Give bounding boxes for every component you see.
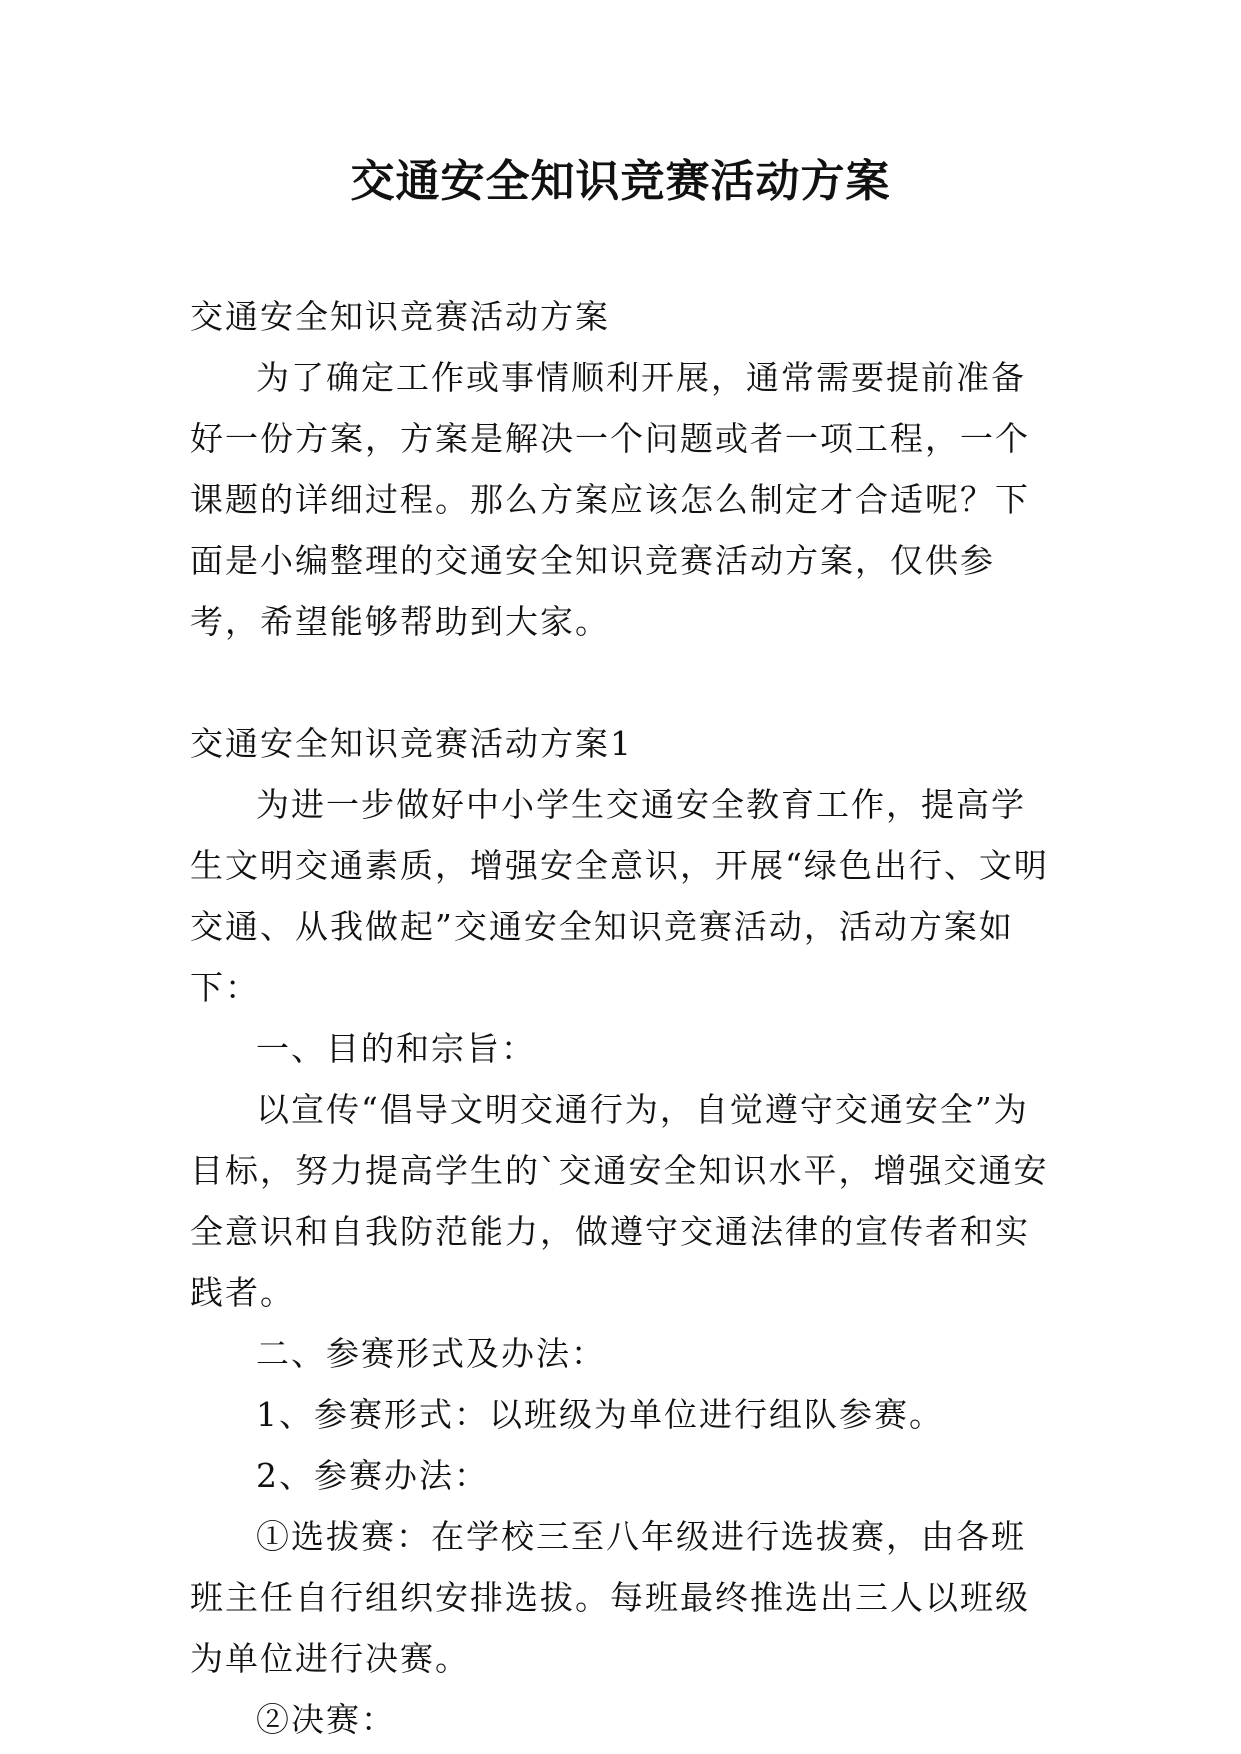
- format-item-2: 2、参赛办法：: [256, 1456, 489, 1495]
- subtitle: 交通安全知识竞赛活动方案: [190, 297, 610, 336]
- section-heading: 交通安全知识竞赛活动方案1: [190, 724, 633, 763]
- format-item-1: 1、参赛形式：以班级为单位进行组队参赛。: [256, 1395, 944, 1434]
- paragraph-gap: [190, 652, 1060, 713]
- document-title: 交通安全知识竞赛活动方案: [350, 156, 891, 207]
- intro-paragraph: 为了确定工作或事情顺利开展，通常需要提前准备好一份方案，方案是解决一个问题或者一项工程，一个课题的详细过程。那么方案应该怎么制定才合适呢？下面是小编整理的交通安全知识竞赛活动方案，仅供参考，希望能够帮助到大家。: [190, 358, 1030, 641]
- purpose-paragraph: 以宣传“倡导文明交通行为，自觉遵守交通安全”为目标，努力提高学生的`交通安全知识水平，增强交通安全意识和自我防范能力，做遵守交通法律的宣传者和实践者。: [190, 1090, 1049, 1312]
- purpose-heading: 一、目的和宗旨：: [256, 1029, 536, 1068]
- document-body: [190, 286, 1060, 1750]
- format-heading: 二、参赛形式及办法：: [256, 1334, 606, 1373]
- section-intro-paragraph: 为进一步做好中小学生交通安全教育工作，提高学生文明交通素质，增强安全意识，开展“绿色出行、文明交通、从我做起”交通安全知识竞赛活动，活动方案如下：: [190, 785, 1049, 1007]
- selection-paragraph: ①选拔赛：在学校三至八年级进行选拔赛，由各班班主任自行组织安排选拔。每班最终推选出三人以班级为单位进行决赛。: [190, 1517, 1030, 1678]
- final-heading: ②决赛：: [256, 1700, 396, 1739]
